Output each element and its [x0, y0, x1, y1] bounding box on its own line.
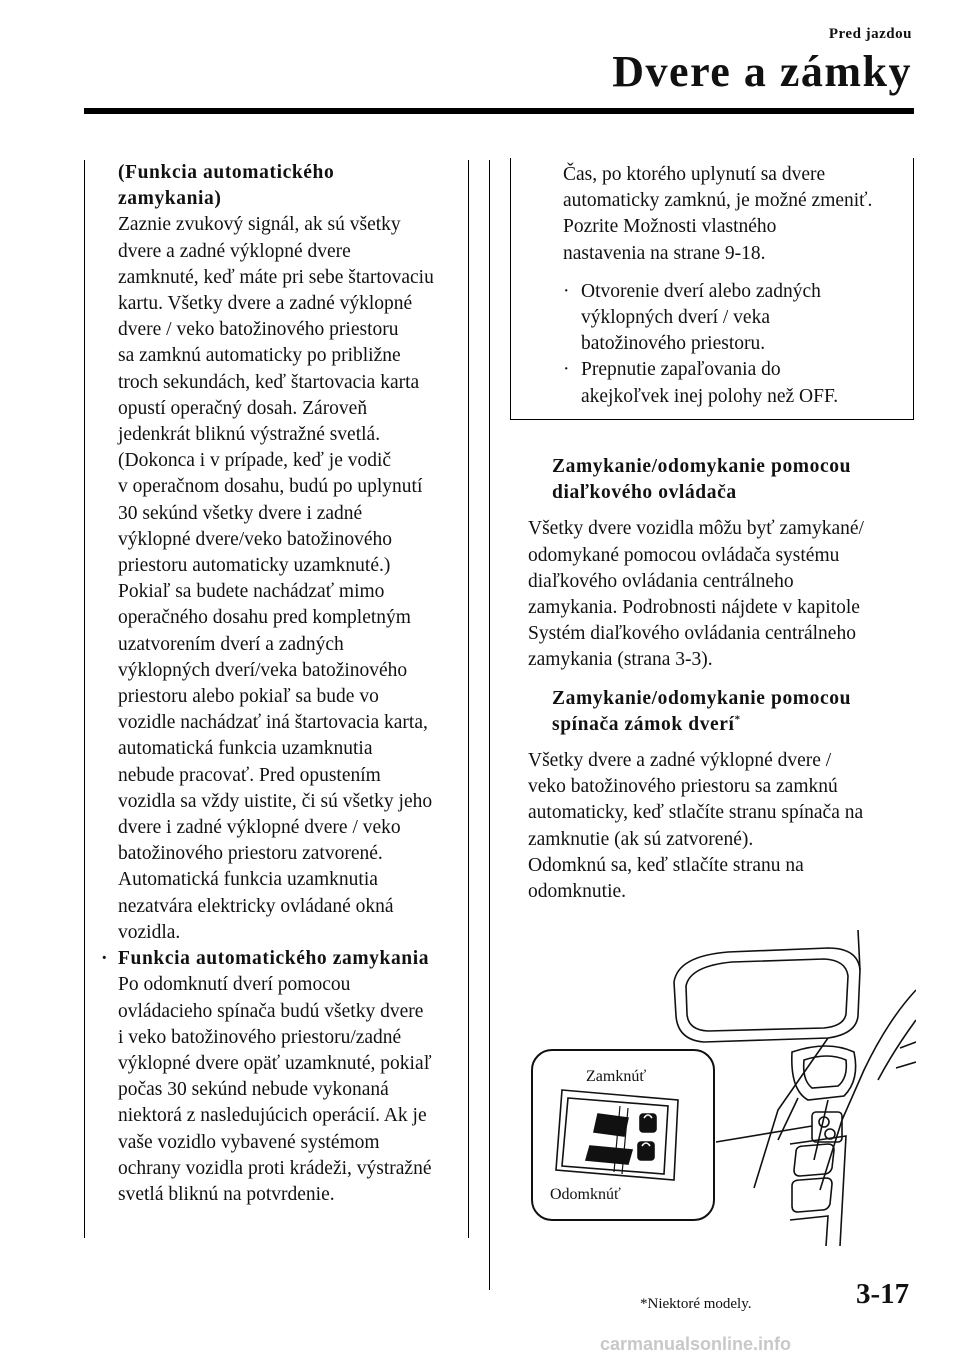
text-line: výklopných dverí/veka batožinového: [118, 659, 408, 681]
text-line: veko batožinového priestoru sa zamknú: [528, 776, 838, 798]
remote-heading-line: Zamykanie/odomykanie pomocou: [552, 456, 852, 477]
text-line: odomknutie.: [528, 881, 627, 903]
right-column: [528, 454, 918, 905]
text-line: jedenkrát bliknú výstražné svetlá.: [118, 424, 381, 446]
text-line: uzatvorením dverí a zadných: [118, 633, 344, 655]
text-line: vozidle nachádzať iná štartovacia karta,: [118, 712, 428, 734]
text-line: Zaznie zvukový signál, ak sú všetky: [118, 214, 401, 236]
text-line: dvere / veko batožinového priestoru: [118, 319, 399, 341]
text-line: Systém diaľkového ovládania centrálneho: [528, 623, 856, 645]
text-line: troch sekundách, keď štartovacia karta: [118, 371, 420, 393]
text-line: automatická funkcia uzamknutia: [118, 738, 373, 760]
text-line: vozidla.: [118, 921, 181, 943]
text-line: ovládacieho spínača budú všetky dvere: [118, 1000, 424, 1022]
text-line: automaticky, keď stlačíte stranu spínača na: [528, 802, 864, 824]
note-content: [563, 162, 903, 410]
watermark: carmanualsonline.info: [600, 1334, 792, 1354]
text-line: Pokiaľ sa budete nachádzať mimo: [118, 581, 385, 603]
note-list-item: [563, 279, 903, 358]
page-number: 3-17: [856, 1278, 910, 1310]
note-item-line: batožinového priestoru.: [581, 333, 766, 355]
remote-paragraph: [528, 516, 918, 673]
header-rule: [84, 108, 914, 114]
bullet-heading-text: Funkcia automatického zamykania: [118, 948, 430, 970]
text-line: Všetky dvere a zadné výklopné dvere /: [528, 750, 832, 772]
note-line: Pozrite Možnosti vlastného: [563, 216, 777, 238]
text-line: výklopné dvere/veko batožinového: [118, 528, 392, 550]
left-column-rule: [468, 160, 469, 1238]
switch-heading-line: Zamykanie/odomykanie pomocou: [552, 687, 852, 709]
text-line: batožinového priestoru zatvorené.: [118, 843, 383, 865]
note-item-line: výklopných dverí / veka: [581, 307, 770, 329]
text-line: dvere a zadné výklopné dvere: [118, 240, 351, 262]
auto-lock-paragraph: [118, 212, 468, 946]
text-line: nebude pracovať. Pred opustením: [118, 764, 381, 786]
text-line: vaše vozidlo vybavené systémom: [118, 1131, 380, 1153]
switch-heading-text: spínača zámok dverí: [552, 713, 735, 735]
left-margin-rule: [84, 160, 85, 1238]
section-label: Pred jazdou: [828, 26, 912, 42]
note-item-line: akejkoľvek inej polohy než OFF.: [581, 385, 839, 407]
text-line: dvere i zadné výklopné dvere / veko: [118, 817, 401, 839]
switch-heading-line: [552, 712, 918, 738]
bullet-dot: ·: [563, 280, 570, 302]
text-line: priestoru alebo pokiaľ sa bude vo: [118, 686, 379, 708]
note-line: Čas, po ktorého uplynutí sa dvere: [563, 164, 826, 185]
text-line: vozidla sa vždy uistite, či sú všetky jeho: [118, 790, 433, 812]
note-list-item: [563, 357, 903, 409]
text-line: zamknuté, keď máte pri sebe štartovaciu: [118, 266, 434, 288]
text-line: Po odomknutí dverí pomocou: [118, 974, 351, 996]
bullet-heading: [101, 946, 468, 972]
text-line: Automatická funkcia uzamknutia: [118, 869, 378, 891]
page-title: Dvere a zámky: [612, 47, 912, 96]
text-line: sa zamknú automaticky po približne: [118, 345, 401, 367]
bullet-dot: ·: [101, 948, 109, 970]
text-line: odomykané pomocou ovládača systému: [528, 544, 840, 566]
text-line: zamykania. Podrobnosti nájdete v kapitole: [528, 597, 860, 619]
text-line: i veko batožinového priestoru/zadné: [118, 1026, 402, 1048]
text-line: opustí operačný dosah. Zároveň: [118, 397, 368, 419]
footnote: *Niektoré modely.: [640, 1296, 752, 1312]
note-box: [510, 158, 914, 420]
text-line: niektorá z nasledujúcich operácií. Ak je: [118, 1105, 427, 1127]
text-line: ochrany vozidla proti krádeži, výstražné: [118, 1157, 432, 1179]
text-line: (Dokonca i v prípade, keď je vodič: [118, 450, 392, 472]
text-line: zamknutie (ak sú zatvorené).: [528, 828, 754, 850]
text-line: priestoru automaticky uzamknuté.): [118, 555, 391, 577]
unlock-label: Odomknúť: [550, 1186, 621, 1203]
text-line: v operačnom dosahu, budú po uplynutí: [118, 476, 423, 498]
auto-relock-paragraph: [118, 972, 468, 1208]
lock-label: Zamknúť: [586, 1068, 647, 1085]
note-item-line: Otvorenie dverí alebo zadných: [581, 280, 821, 302]
text-line: kartu. Všetky dvere a zadné výklopné: [118, 293, 413, 315]
text-line: nezatvára elektricky ovládané okná: [118, 895, 394, 917]
note-line: nastavenia na strane 9-18.: [563, 242, 766, 264]
center-divider-rule: [489, 160, 490, 1290]
door-lock-switch-illustration: [528, 930, 916, 1246]
text-line: Odomknú sa, keď stlačíte stranu na: [528, 854, 804, 876]
remote-heading-line: diaľkového ovládača: [552, 482, 737, 504]
text-line: operačného dosahu pred kompletným: [118, 607, 411, 629]
switch-paragraph: [528, 748, 918, 905]
text-line: zamykania (strana 3-3).: [528, 649, 713, 671]
bullet-dot: ·: [563, 359, 570, 381]
text-line: Všetky dvere vozidla môžu byť zamykané/: [528, 518, 864, 540]
text-line: výklopné dvere opäť uzamknuté, pokiaľ: [118, 1052, 432, 1074]
text-line: počas 30 sekúnd nebude vykonaná: [118, 1079, 389, 1101]
footnote-marker: *: [734, 713, 741, 726]
heading-line: (Funkcia automatického: [118, 162, 335, 183]
heading-line: zamykania): [118, 188, 222, 210]
text-line: 30 sekúnd všetky dvere i zadné: [118, 502, 363, 524]
left-column: [101, 160, 468, 1208]
text-line: diaľkového ovládania centrálneho: [528, 570, 794, 592]
note-line: automaticky zamknú, je možné zmeniť.: [563, 190, 873, 212]
switch-heading: [528, 686, 918, 738]
note-item-line: Prepnutie zapaľovania do: [581, 359, 781, 381]
text-line: svetlá bliknú na potvrdenie.: [118, 1183, 335, 1205]
